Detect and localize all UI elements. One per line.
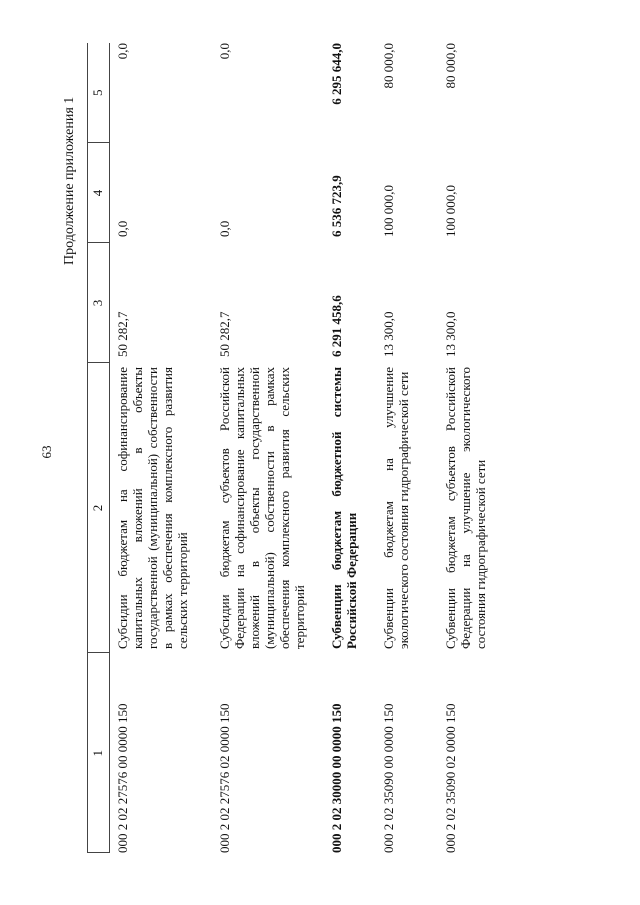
row-col5: 80 000,0 [381, 43, 396, 89]
row-name: Субвенции бюджетам на улучшение экологического состояния гидрографической сети [381, 367, 411, 649]
row-col4: 0,0 [217, 220, 232, 237]
row-name: Субсидии бюджетам субъектов Российской Федерации на софинансирование капитальных вложений в объекты государственной (муниципальной) собственности в рамках обеспечения комплексного развития сельских территорий [217, 367, 307, 649]
table-header-row [87, 43, 110, 853]
row-col5: 0,0 [115, 43, 130, 60]
row-code: 000 2 02 27576 00 0000 150 [115, 703, 130, 853]
row-code: 000 2 02 30000 00 0000 150 [329, 703, 344, 853]
page-number: 63 [39, 445, 54, 459]
row-name: Субсидии бюджетам на софинансирование капитальных вложений в объекты государственной (муниципальной) собственности в рамках обеспечения комплексного развития сельских территорий [115, 367, 190, 649]
row-col3: 6 291 458,6 [329, 295, 344, 357]
table-row [438, 43, 500, 853]
header-col-2: 2 [87, 363, 110, 653]
row-col3: 13 300,0 [443, 311, 458, 357]
row-col3: 50 282,7 [115, 311, 130, 357]
row-col4: 100 000,0 [381, 185, 396, 237]
row-col4: 0,0 [115, 220, 130, 237]
row-col4: 100 000,0 [443, 185, 458, 237]
header-col-1: 1 [87, 653, 110, 853]
table-row [212, 43, 324, 853]
row-code: 000 2 02 27576 02 0000 150 [217, 703, 232, 853]
appendix-table [87, 43, 500, 853]
row-col5: 6 295 644,0 [329, 43, 344, 105]
header-col-4: 4 [87, 143, 110, 243]
row-code: 000 2 02 35090 00 0000 150 [381, 703, 396, 853]
header-col-3: 3 [87, 243, 110, 363]
row-code: 000 2 02 35090 02 0000 150 [443, 703, 458, 853]
table-row [324, 43, 376, 853]
table-row [376, 43, 438, 853]
row-col3: 13 300,0 [381, 311, 396, 357]
row-col5: 80 000,0 [443, 43, 458, 89]
table-row [110, 43, 213, 853]
row-col5: 0,0 [217, 43, 232, 60]
row-col3: 50 282,7 [217, 311, 232, 357]
header-col-5: 5 [87, 43, 110, 143]
row-col4: 6 536 723,9 [329, 175, 344, 237]
row-name: Субвенции бюджетам субъектов Российской Федерации на улучшение экологического состояния гидрографической сети [443, 367, 488, 649]
continuation-label: Продолжение приложения 1 [62, 96, 77, 265]
row-name: Субвенции бюджетам бюджетной системы Российской Федерации [329, 367, 359, 649]
